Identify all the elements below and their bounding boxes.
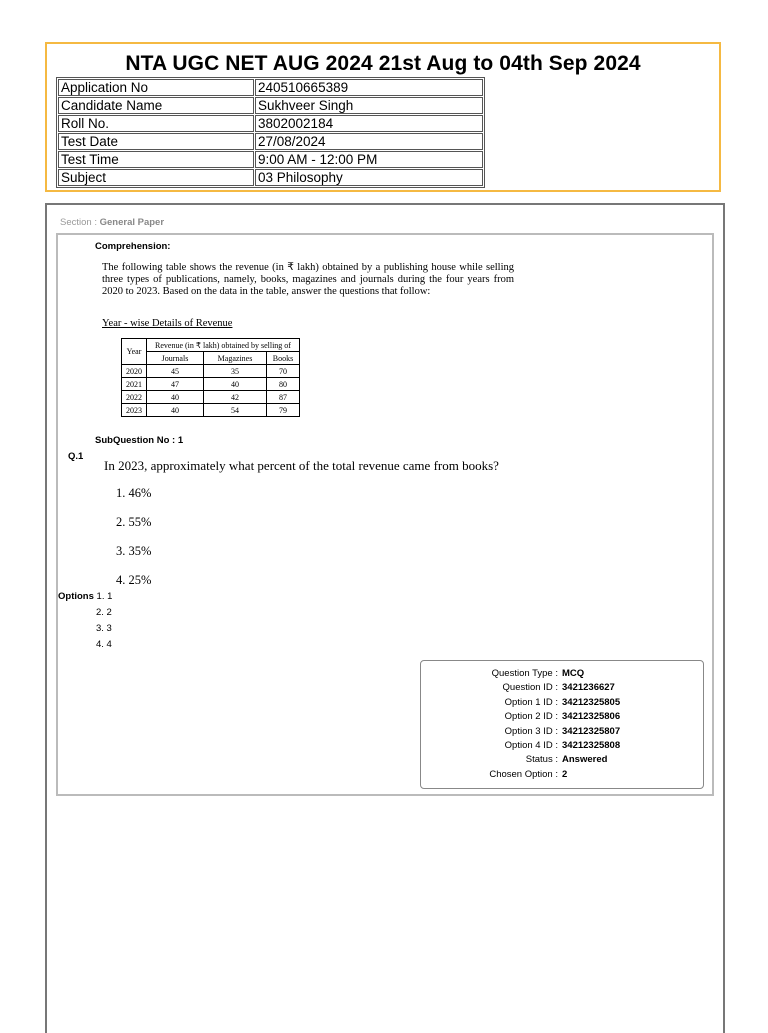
- table-cell: 2021: [122, 378, 147, 391]
- meta-row: [420, 740, 704, 752]
- meta-row: [420, 754, 704, 766]
- info-label: Roll No.: [58, 115, 254, 132]
- options-heading: Options: [58, 591, 94, 602]
- option-item: 3. 3: [96, 623, 112, 634]
- meta-value: 34212325807: [562, 726, 621, 737]
- table-row: [122, 391, 300, 404]
- table-cell: 70: [267, 365, 300, 378]
- info-label: Test Date: [58, 133, 254, 150]
- info-value: 9:00 AM - 12:00 PM: [255, 151, 483, 168]
- info-label: Test Time: [58, 151, 254, 168]
- table-cell: 40: [147, 391, 204, 404]
- table-row: [58, 169, 483, 186]
- meta-row: [420, 769, 704, 781]
- meta-row: [420, 726, 704, 738]
- info-value: 03 Philosophy: [255, 169, 483, 186]
- table-cell: 47: [147, 378, 204, 391]
- meta-row: [420, 697, 704, 709]
- options-label: [58, 591, 112, 602]
- meta-value: MCQ: [562, 668, 585, 679]
- table-cell: 2022: [122, 391, 147, 404]
- table-cell: 79: [267, 404, 300, 417]
- info-value: Sukhveer Singh: [255, 97, 483, 114]
- meta-value: 34212325806: [562, 711, 621, 722]
- section-label: [60, 217, 164, 228]
- table-cell: 40: [204, 378, 267, 391]
- meta-value: Answered: [562, 754, 608, 765]
- comprehension-passage: The following table shows the revenue (in ₹ lakh) obtained by a publishing house while selling three types of publications, namely, books, magazines and journals during the four years from 2020 to 2023. Based on the data in the table, answer the questions that follow:: [102, 262, 514, 297]
- table-row: [58, 151, 483, 168]
- question-number: Q.1: [68, 451, 84, 462]
- revenue-table: [121, 338, 300, 417]
- table-row: [58, 97, 483, 114]
- revenue-table-title: Year - wise Details of Revenue: [102, 318, 233, 329]
- table-cell: 87: [267, 391, 300, 404]
- meta-value: 34212325805: [562, 697, 621, 708]
- meta-value: 3421236627: [562, 682, 615, 693]
- table-header-cell: Journals: [147, 352, 204, 365]
- info-value: 27/08/2024: [255, 133, 483, 150]
- answer-choice: 1. 46%: [116, 486, 152, 500]
- table-header-cell: Magazines: [204, 352, 267, 365]
- table-row: [58, 79, 483, 96]
- meta-label: Option 3 ID :: [504, 726, 558, 737]
- meta-row: [420, 711, 704, 723]
- meta-value: 2: [562, 769, 568, 780]
- table-cell: 40: [147, 404, 204, 417]
- section-name: General Paper: [99, 217, 165, 228]
- info-label: Subject: [58, 169, 254, 186]
- question-text: In 2023, approximately what percent of the total revenue came from books?: [104, 458, 499, 473]
- comprehension-label: Comprehension:: [95, 241, 171, 252]
- meta-label: Option 4 ID :: [504, 740, 558, 751]
- answer-choice: 2. 55%: [116, 515, 152, 529]
- meta-value: 34212325808: [562, 740, 621, 751]
- answer-choice: 3. 35%: [116, 544, 152, 558]
- table-cell: 2023: [122, 404, 147, 417]
- table-row: [122, 404, 300, 417]
- info-value: 240510665389: [255, 79, 483, 96]
- table-cell: 80: [267, 378, 300, 391]
- table-cell: 35: [204, 365, 267, 378]
- meta-label: Option 2 ID :: [504, 711, 558, 722]
- table-header-year: Year: [122, 339, 147, 365]
- meta-label: Option 1 ID :: [504, 697, 558, 708]
- meta-row: [420, 668, 704, 680]
- table-cell: 54: [204, 404, 267, 417]
- page-title: NTA UGC NET AUG 2024 21st Aug to 04th Sep 2024: [125, 52, 641, 75]
- table-row: [122, 352, 300, 365]
- table-cell: 45: [147, 365, 204, 378]
- answer-choice: 4. 25%: [116, 573, 152, 587]
- meta-label: Question ID :: [502, 682, 558, 693]
- section-prefix: Section :: [60, 217, 97, 228]
- table-row: [122, 365, 300, 378]
- meta-label: Question Type :: [491, 668, 558, 679]
- candidate-info-table: [56, 77, 485, 188]
- meta-label: Chosen Option :: [489, 769, 558, 780]
- meta-row: [420, 682, 704, 694]
- table-header-cell: Books: [267, 352, 300, 365]
- table-row: [58, 133, 483, 150]
- option-item: 4. 4: [96, 639, 112, 650]
- info-label: Application No: [58, 79, 254, 96]
- table-row: [58, 115, 483, 132]
- option-item: 2. 2: [96, 607, 112, 618]
- table-cell: 2020: [122, 365, 147, 378]
- info-label: Candidate Name: [58, 97, 254, 114]
- table-cell: 42: [204, 391, 267, 404]
- meta-label: Status :: [525, 754, 558, 765]
- table-row: [122, 339, 300, 352]
- subquestion-label: SubQuestion No : 1: [95, 435, 184, 446]
- table-header-group: Revenue (in ₹ lakh) obtained by selling of: [147, 339, 300, 352]
- info-value: 3802002184: [255, 115, 483, 132]
- table-row: [122, 378, 300, 391]
- option-item: 1. 1: [96, 591, 113, 602]
